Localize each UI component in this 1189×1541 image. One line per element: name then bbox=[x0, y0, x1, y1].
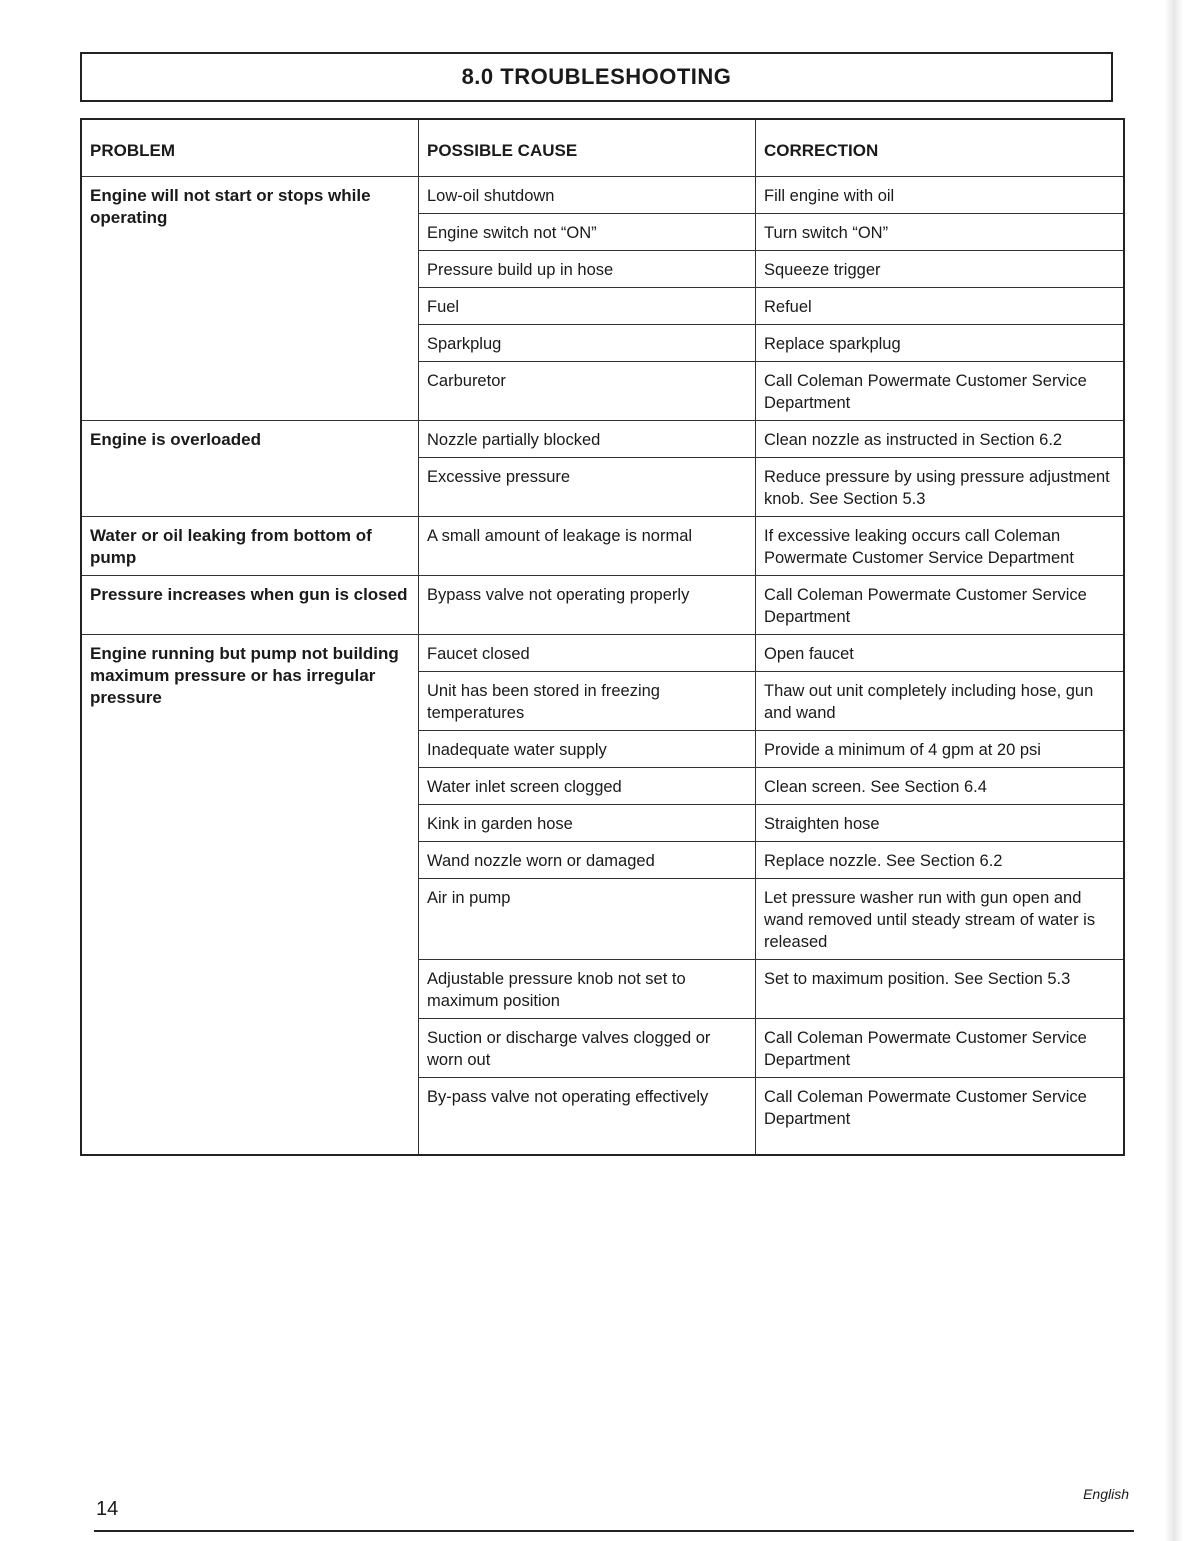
cause-cell: Sparkplug bbox=[419, 325, 756, 362]
correction-cell: Refuel bbox=[756, 288, 1125, 325]
table-row bbox=[81, 421, 1124, 458]
correction-cell: Replace sparkplug bbox=[756, 325, 1125, 362]
table-row bbox=[81, 635, 1124, 672]
correction-cell: Call Coleman Powermate Customer Service Department bbox=[756, 1019, 1125, 1078]
correction-cell: Fill engine with oil bbox=[756, 177, 1125, 214]
problem-cell: Engine running but pump not building maximum pressure or has irregular pressure bbox=[81, 635, 419, 1156]
cause-cell: Faucet closed bbox=[419, 635, 756, 672]
correction-cell: Call Coleman Powermate Customer Service Department bbox=[756, 1078, 1125, 1156]
cause-cell: Bypass valve not operating properly bbox=[419, 576, 756, 635]
correction-cell: Turn switch “ON” bbox=[756, 214, 1125, 251]
section-title-box bbox=[80, 52, 1113, 102]
cause-cell: Air in pump bbox=[419, 879, 756, 960]
page-title: 8.0 TROUBLESHOOTING bbox=[461, 64, 732, 89]
troubleshooting-table bbox=[80, 118, 1125, 1156]
cause-cell: Excessive pressure bbox=[419, 458, 756, 517]
cause-cell: Adjustable pressure knob not set to maximum position bbox=[419, 960, 756, 1019]
correction-cell: Clean nozzle as instructed in Section 6.2 bbox=[756, 421, 1125, 458]
correction-cell: Set to maximum position. See Section 5.3 bbox=[756, 960, 1125, 1019]
table-row bbox=[81, 177, 1124, 214]
correction-cell: If excessive leaking occurs call Coleman Powermate Customer Service Department bbox=[756, 517, 1125, 576]
correction-cell: Thaw out unit completely including hose, gun and wand bbox=[756, 672, 1125, 731]
scan-edge-shadow bbox=[1165, 0, 1183, 1541]
cause-cell: A small amount of leakage is normal bbox=[419, 517, 756, 576]
header-possible-cause: POSSIBLE CAUSE bbox=[419, 119, 756, 177]
cause-cell: Fuel bbox=[419, 288, 756, 325]
cause-cell: Carburetor bbox=[419, 362, 756, 421]
cause-cell: Engine switch not “ON” bbox=[419, 214, 756, 251]
problem-cell: Engine will not start or stops while operating bbox=[81, 177, 419, 421]
correction-cell: Call Coleman Powermate Customer Service Department bbox=[756, 362, 1125, 421]
table-row bbox=[81, 576, 1124, 635]
problem-cell: Pressure increases when gun is closed bbox=[81, 576, 419, 635]
table-header-row bbox=[81, 119, 1124, 177]
cause-cell: Inadequate water supply bbox=[419, 731, 756, 768]
header-correction: CORRECTION bbox=[756, 119, 1125, 177]
problem-cell: Engine is overloaded bbox=[81, 421, 419, 517]
cause-cell: Unit has been stored in freezing temperatures bbox=[419, 672, 756, 731]
correction-cell: Call Coleman Powermate Customer Service Department bbox=[756, 576, 1125, 635]
footer-rule bbox=[94, 1530, 1134, 1532]
page-number: 14 bbox=[96, 1498, 119, 1520]
cause-cell: Low-oil shutdown bbox=[419, 177, 756, 214]
table-row bbox=[81, 517, 1124, 576]
correction-cell: Squeeze trigger bbox=[756, 251, 1125, 288]
cause-cell: Wand nozzle worn or damaged bbox=[419, 842, 756, 879]
correction-cell: Provide a minimum of 4 gpm at 20 psi bbox=[756, 731, 1125, 768]
correction-cell: Open faucet bbox=[756, 635, 1125, 672]
cause-cell: Nozzle partially blocked bbox=[419, 421, 756, 458]
cause-cell: Pressure build up in hose bbox=[419, 251, 756, 288]
cause-cell: Water inlet screen clogged bbox=[419, 768, 756, 805]
correction-cell: Reduce pressure by using pressure adjustment knob. See Section 5.3 bbox=[756, 458, 1125, 517]
cause-cell: Suction or discharge valves clogged or worn out bbox=[419, 1019, 756, 1078]
correction-cell: Straighten hose bbox=[756, 805, 1125, 842]
correction-cell: Let pressure washer run with gun open and wand removed until steady stream of water is released bbox=[756, 879, 1125, 960]
cause-cell: Kink in garden hose bbox=[419, 805, 756, 842]
correction-cell: Replace nozzle. See Section 6.2 bbox=[756, 842, 1125, 879]
problem-cell: Water or oil leaking from bottom of pump bbox=[81, 517, 419, 576]
header-problem: PROBLEM bbox=[81, 119, 419, 177]
correction-cell: Clean screen. See Section 6.4 bbox=[756, 768, 1125, 805]
language-label: English bbox=[1083, 1486, 1129, 1502]
cause-cell: By-pass valve not operating effectively bbox=[419, 1078, 756, 1156]
